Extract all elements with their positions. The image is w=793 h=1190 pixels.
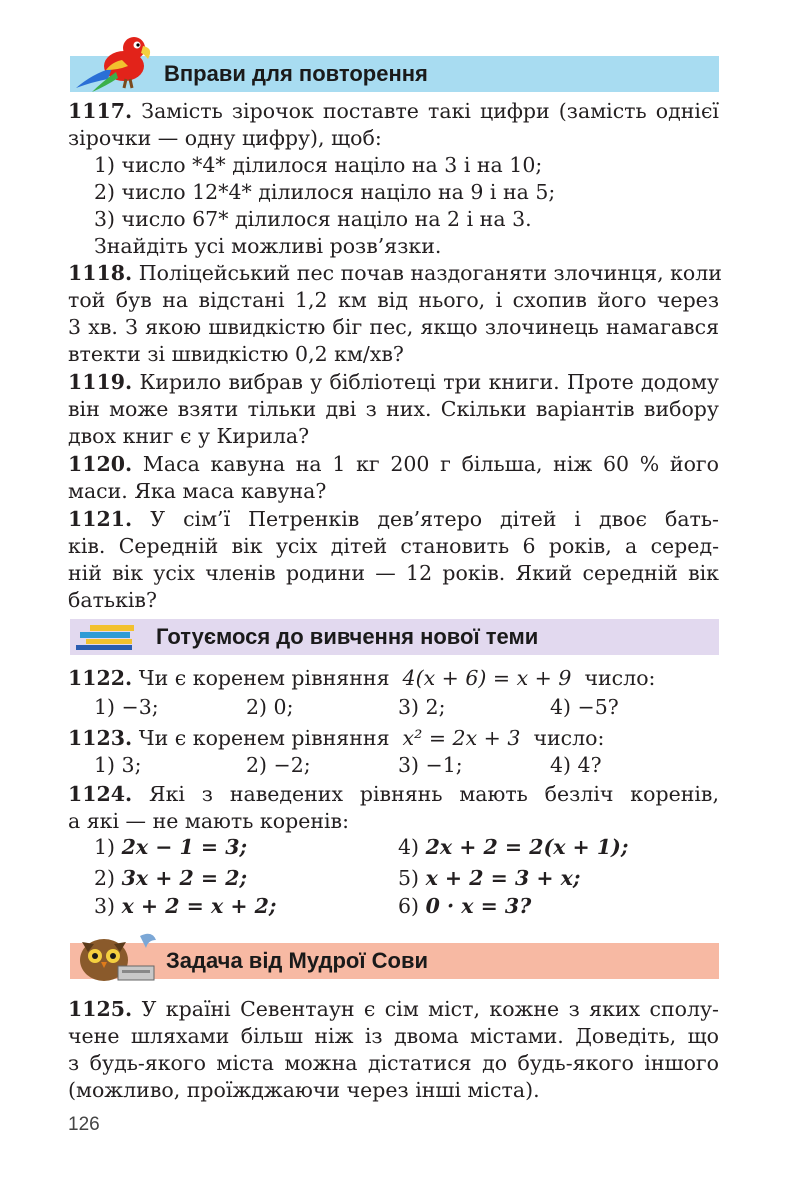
owl-icon	[68, 926, 160, 984]
item-number: 4)	[398, 835, 420, 859]
option-2: 2) −2;	[246, 753, 311, 777]
text: число:	[533, 726, 605, 750]
text: Маса кавуна на 1 кг 200 г більша, ніж 60 % його	[142, 452, 719, 476]
exercise-1118-line4: втекти зі швидкістю 0,2 км/хв?	[68, 342, 404, 366]
exercise-1125-line1	[68, 996, 719, 1023]
text: число:	[584, 666, 656, 690]
exercise-1121-line2: ків. Середній вік усіх дітей становить 6 років, а серед-	[68, 534, 719, 558]
equation-item	[398, 834, 628, 861]
exercise-1124-line1	[68, 781, 719, 808]
exercise-1119-line1	[68, 369, 719, 396]
exercise-number: 1122.	[68, 666, 133, 690]
exercise-1118-line2: той був на відстані 1,2 км від нього, і схопив його через	[68, 288, 719, 312]
option-3: 3) −1;	[398, 753, 463, 777]
section-title-prepare: Готуємося до вивчення нової теми	[156, 624, 539, 649]
option-4: 4) 4?	[550, 753, 602, 777]
equation-item	[398, 893, 531, 920]
section-banner-review	[70, 56, 719, 92]
text: Поліцейський пес почав наздоганяти злочинця, коли	[138, 261, 722, 285]
text: Які з наведених рівнянь мають безліч коренів,	[149, 782, 719, 806]
exercise-1121-line1	[68, 506, 719, 533]
section-title-owl: Задача від Мудрої Сови	[166, 948, 429, 973]
item-number: 5)	[398, 866, 420, 890]
exercise-number: 1124.	[68, 782, 133, 806]
exercise-1117-line2: зірочки — одну цифру), щоб:	[68, 126, 382, 150]
equation: 0 · x = 3?	[425, 894, 532, 918]
option-1: 1) −3;	[94, 695, 159, 719]
equation: x + 2 = 3 + x;	[425, 866, 581, 890]
item-number: 3)	[94, 894, 116, 918]
exercise-1117-item1: 1) число *4* ділилося націло на 3 і на 10;	[94, 153, 543, 177]
exercise-1123-line1	[68, 725, 604, 752]
exercise-number: 1121.	[68, 507, 133, 531]
item-number: 6)	[398, 894, 420, 918]
equation: 2x + 2 = 2(x + 1);	[425, 835, 629, 859]
exercise-1121-line4: батьків?	[68, 588, 157, 612]
equation: 2x − 1 = 3;	[121, 835, 248, 859]
section-banner-owl	[70, 943, 719, 979]
exercise-number: 1118.	[68, 261, 133, 285]
text: У сім’ї Петренків дев’ятеро дітей і двоє бать-	[150, 507, 719, 531]
exercise-1119-line3: двох книг є у Кирила?	[68, 424, 310, 448]
exercise-number: 1119.	[68, 370, 133, 394]
equation: 3x + 2 = 2;	[121, 866, 248, 890]
exercise-1120-line2: маси. Яка маса кавуна?	[68, 479, 327, 503]
section-banner-prepare	[70, 619, 719, 655]
equation: 4(x + 6) = x + 9	[402, 666, 572, 690]
equation: x + 2 = x + 2;	[121, 894, 277, 918]
option-2: 2) 0;	[246, 695, 294, 719]
text: Чи є коренем рівняння	[138, 726, 390, 750]
exercise-1124-line2: а які — не мають коренів:	[68, 809, 349, 833]
exercise-1125-line2: чене шляхами більш ніж із двома містами. Доведіть, що	[68, 1024, 719, 1048]
exercise-1122-line1	[68, 665, 655, 692]
equation-item	[94, 893, 276, 920]
option-3: 3) 2;	[398, 695, 446, 719]
exercise-1118-line1	[68, 260, 722, 287]
page-number: 126	[68, 1114, 100, 1135]
option-1: 1) 3;	[94, 753, 142, 777]
text: Кирило вибрав у бібліотеці три книги. Проте додому	[139, 370, 719, 394]
equation-item	[94, 865, 247, 892]
exercise-number: 1120.	[68, 452, 133, 476]
exercise-1118-line3: 3 хв. З якою швидкістю біг пес, якщо злочинець намагався	[68, 315, 719, 339]
item-number: 2)	[94, 866, 116, 890]
equation: x² = 2x + 3	[402, 726, 521, 750]
item-number: 1)	[94, 835, 116, 859]
section-title-review: Вправи для повторення	[164, 61, 428, 86]
exercise-1125-line4: (можливо, проїжджаючи через інші міста).	[68, 1078, 540, 1102]
exercise-1117-item3: 3) число 67* ділилося націло на 2 і на 3.	[94, 207, 532, 231]
exercise-1117-item2: 2) число 12*4* ділилося націло на 9 і на 5;	[94, 180, 556, 204]
equation-item	[398, 865, 580, 892]
exercise-number: 1117.	[68, 99, 133, 123]
books-icon	[76, 624, 138, 650]
exercise-1125-line3: з будь-якого міста можна дістатися до будь-якого іншого	[68, 1051, 719, 1075]
text: Чи є коренем рівняння	[138, 666, 390, 690]
text: У країні Севентаун є сім міст, кожне з яких сполу-	[141, 997, 719, 1021]
option-4: 4) −5?	[550, 695, 619, 719]
exercise-1121-line3: ній вік усіх членів родини — 12 років. Який середній вік	[68, 561, 719, 585]
exercise-number: 1125.	[68, 997, 133, 1021]
exercise-1120-line1	[68, 451, 719, 478]
exercise-1117-line1	[68, 98, 719, 125]
exercise-number: 1123.	[68, 726, 133, 750]
exercise-1119-line2: він може взяти тільки дві з них. Скільки варіантів вибору	[68, 397, 719, 421]
parrot-icon	[72, 32, 158, 96]
exercise-1117-item4: Знайдіть усі можливі розв’язки.	[94, 234, 442, 258]
text: Замість зірочок поставте такі цифри (замість однієї	[141, 99, 719, 123]
equation-item	[94, 834, 247, 861]
